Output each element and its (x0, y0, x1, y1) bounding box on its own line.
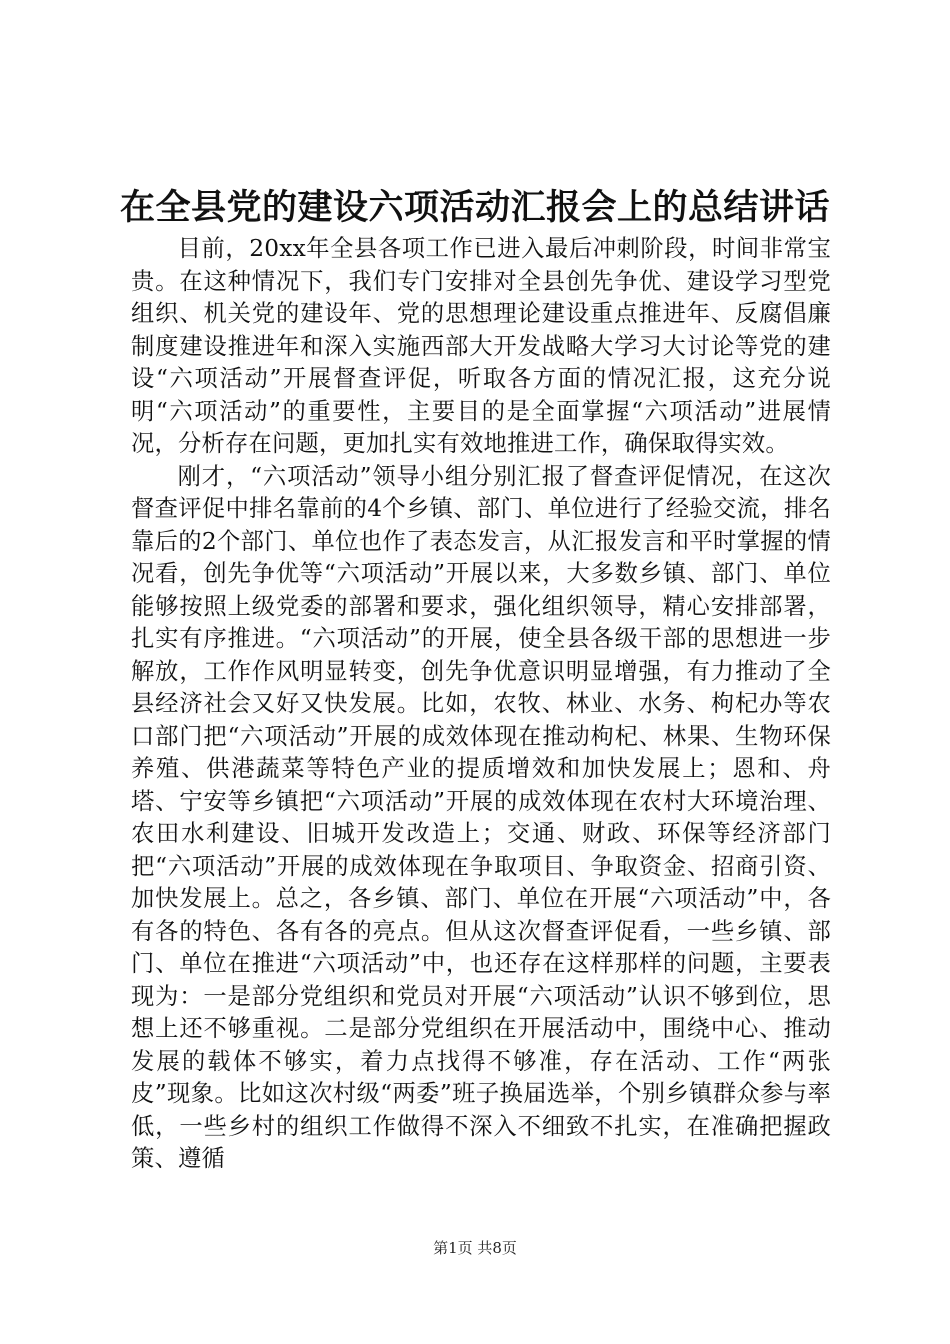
page-number-footer: 第1页 共8页 (433, 1239, 517, 1257)
body-paragraph: 目前，20xx年全县各项工作已进入最后冲刺阶段，时间非常宝贵。在这种情况下，我们专门安排对全县创先争优、建设学习型党组织、机关党的建设年、党的思想理论建设重点推进年、反腐倡廉制度建设推进年和深入实施西部大开发战略大学习大讨论等党的建设“六项活动”开展督查评促，听取各方面的情况汇报，这充分说明“六项活动”的重要性，主要目的是全面掌握“六项活动”进展情况，分析存在问题，更加扎实有效地推进工作，确保取得实效。 (131, 235, 831, 457)
document-body (131, 233, 831, 1176)
body-paragraph: 刚才，“六项活动”领导小组分别汇报了督查评促情况，在这次督查评促中排名靠前的4个乡镇、部门、单位进行了经验交流，排名靠后的2个部门、单位也作了表态发言，从汇报发言和平时掌握的情况看，创先争优等“六项活动”开展以来，大多数乡镇、部门、单位能够按照上级党委的部署和要求，强化组织领导，精心安排部署，扎实有序推进。“六项活动”的开展，使全县各级干部的思想进一步解放，工作作风明显转变，创先争优意识明显增强，有力推动了全县经济社会又好又快发展。比如，农牧、林业、水务、枸杞办等农口部门把“六项活动”开展的成效体现在推动枸杞、林果、生物环保养殖、供港蔬菜等特色产业的提质增效和加快发展上；恩和、舟塔、宁安等乡镇把“六项活动”开展的成效体现在农村大环境治理、农田水利建设、旧城开发改造上；交通、财政、环保等经济部门把“六项活动”开展的成效体现在争取项目、争取资金、招商引资、加快发展上。总之，各乡镇、部门、单位在开展“六项活动”中，各有各的特色、各有各的亮点。但从这次督查评促看，一些乡镇、部门、单位在推进“六项活动”中，也还存在这样那样的问题，主要表现为：一是部分党组织和党员对开展“六项活动”认识不够到位，思想上还不够重视。二是部分党组织在开展活动中，围绕中心、推动发展的载体不够实，着力点找得不够准，存在活动、工作“两张皮”现象。比如这次村级“两委”班子换届选举，个别乡镇群众参与率低，一些乡村的组织工作做得不深入不细致不扎实，在准确把握政策、遵循 (131, 462, 831, 1172)
document-title: 在全县党的建设六项活动汇报会上的总结讲话 (119, 187, 830, 228)
